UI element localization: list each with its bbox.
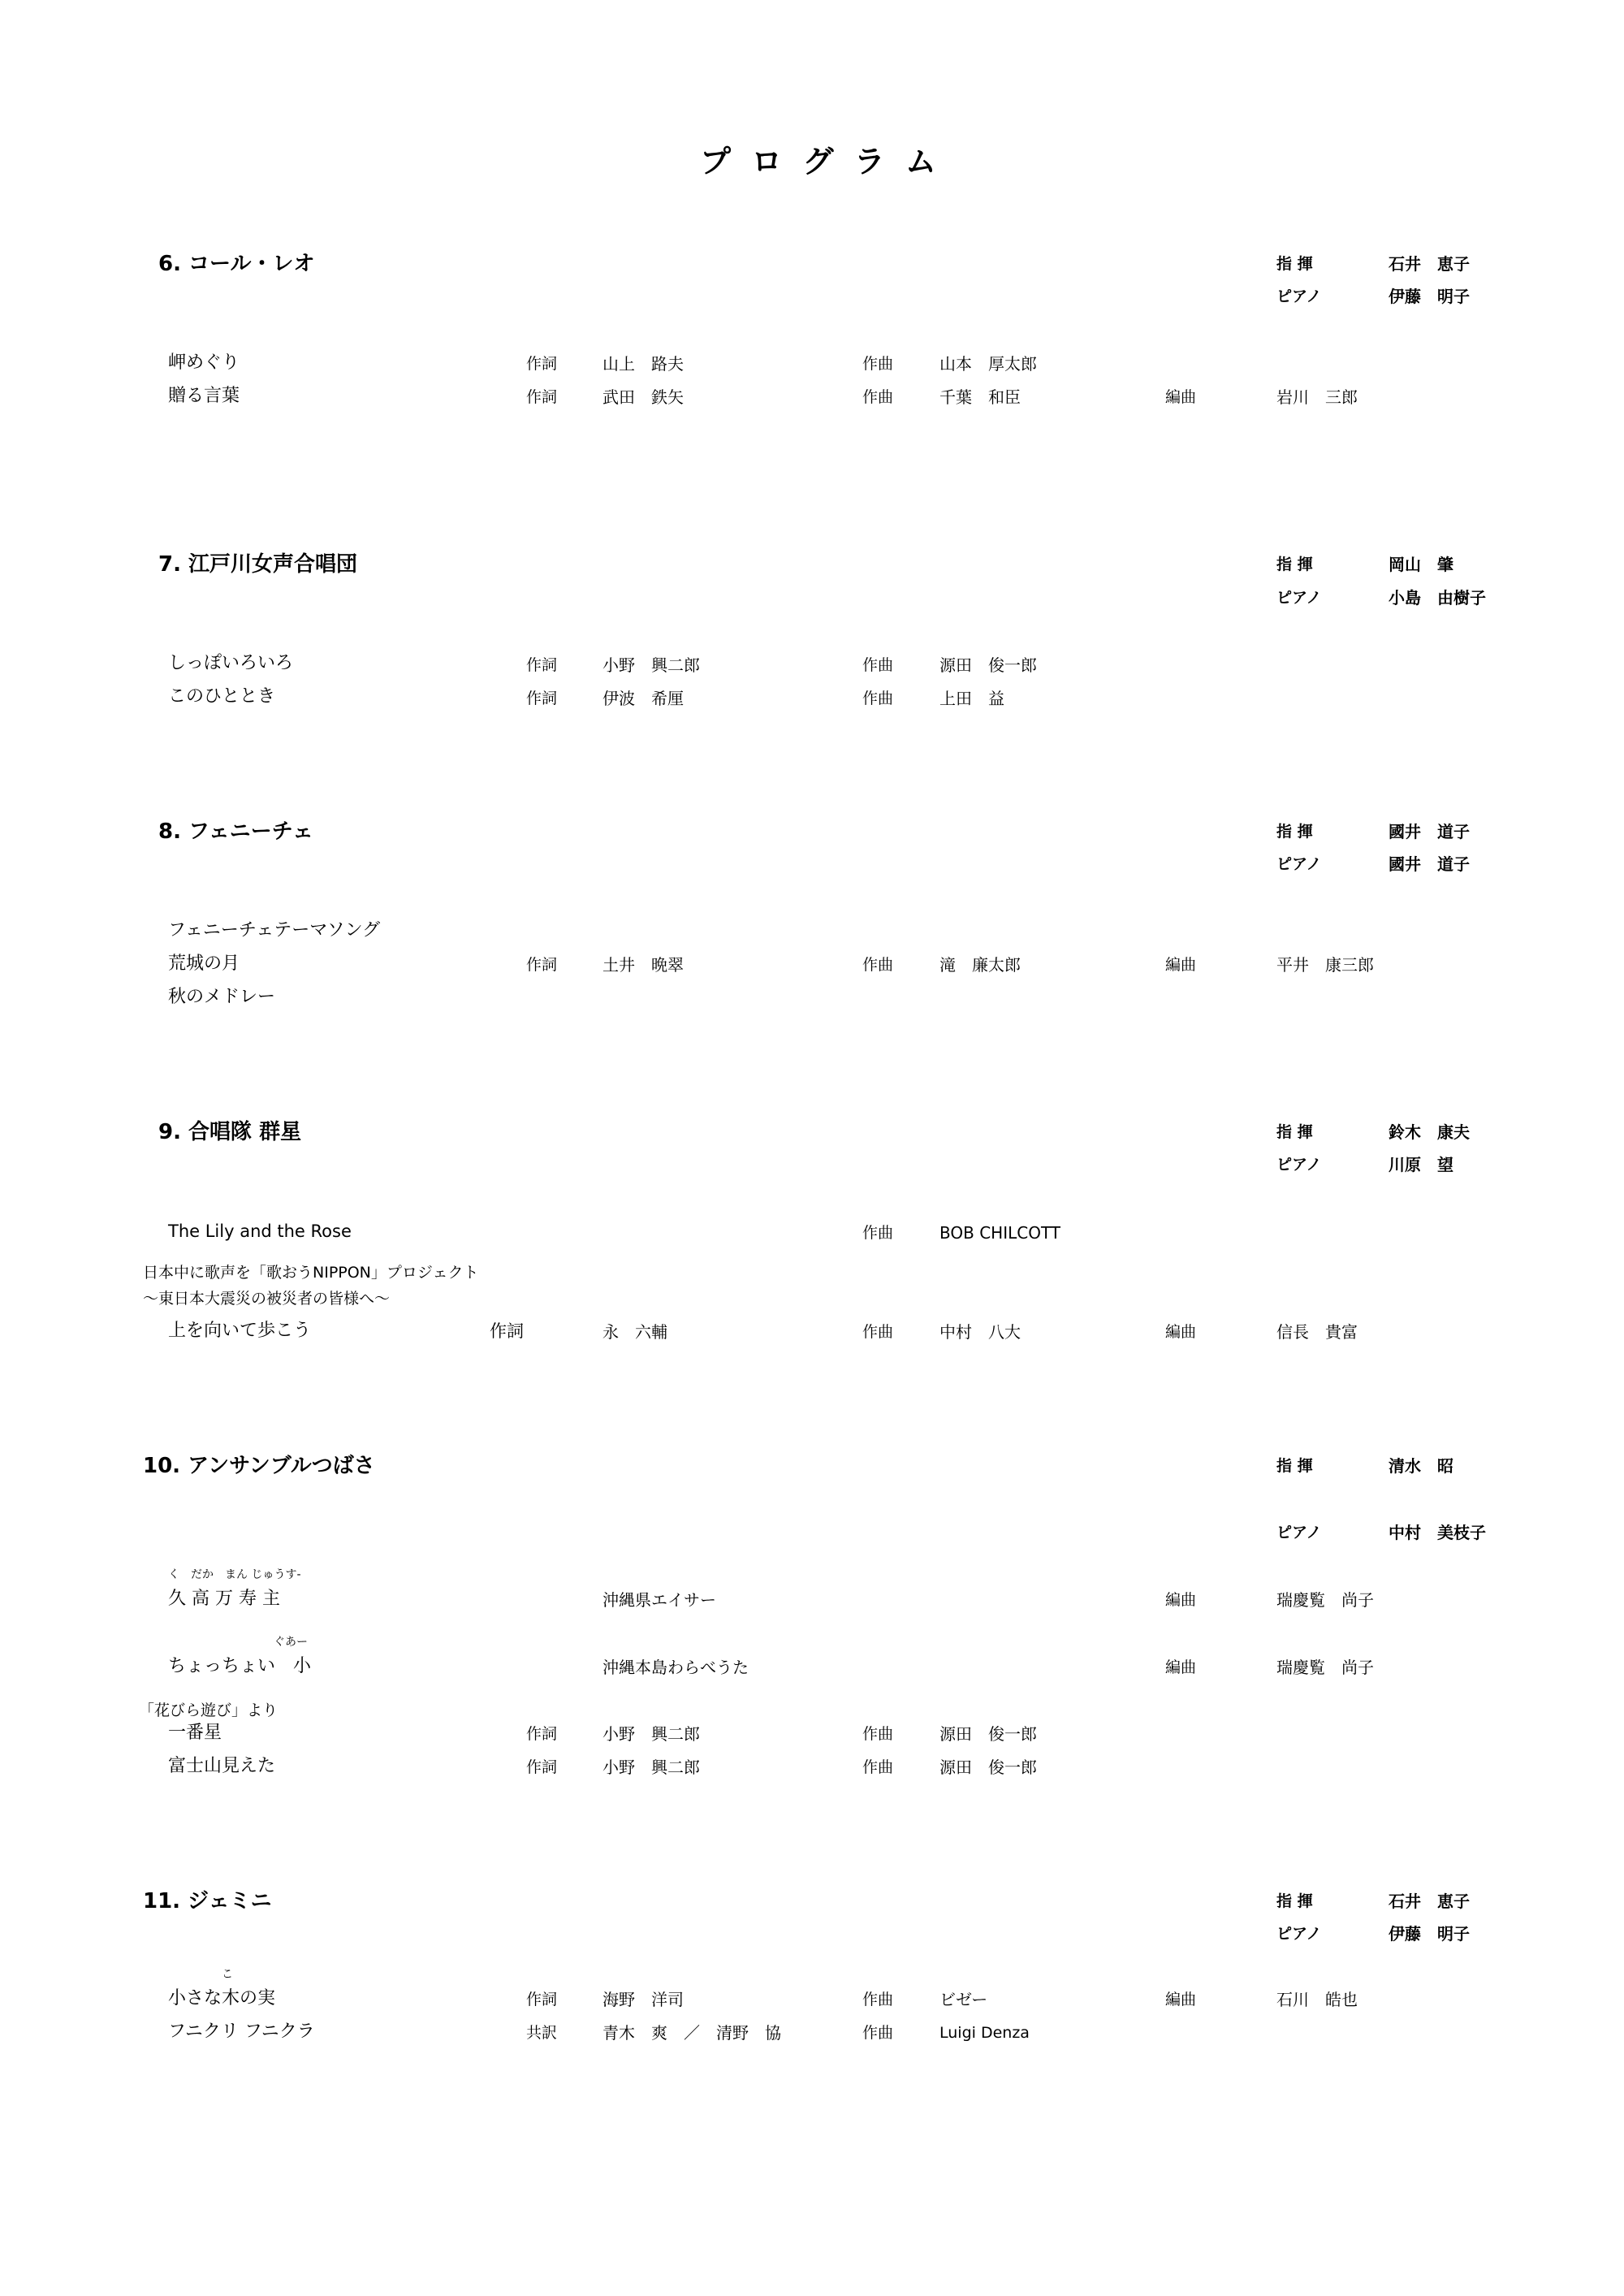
piano-label: ピアノ: [1276, 1156, 1322, 1174]
composer-label: 作曲: [862, 1224, 894, 1242]
choir-heading: 6. コール・レオ: [158, 252, 315, 276]
conductor-name: 岡山 肇: [1389, 555, 1453, 574]
composer-label: 作曲: [862, 388, 894, 406]
pianist-name: 小島 由樹子: [1389, 588, 1486, 608]
composer-name: BOB CHILCOTT: [939, 1223, 1061, 1243]
page-title: プ ロ グ ラ ム: [700, 144, 941, 179]
piano-label: ピアノ: [1276, 855, 1322, 873]
pianist-name: 川原 望: [1389, 1155, 1453, 1174]
piano-label: ピアノ: [1276, 1524, 1322, 1541]
song-title: 贈る言葉: [168, 386, 240, 406]
arranger-name: 平井 康三郎: [1276, 955, 1374, 975]
composer-name: 源田 俊一郎: [939, 1724, 1037, 1744]
lyricist-label: 作詞: [526, 388, 558, 406]
project-subnote: ～東日本大震災の被災者の皆様へ～: [143, 1290, 391, 1308]
conductor-label: 指 揮: [1276, 556, 1313, 573]
song-source: 沖縄本島わらべうた: [603, 1658, 749, 1677]
arranger-name: 瑞慶覧 尚子: [1276, 1590, 1374, 1610]
composer-label: 作曲: [862, 956, 894, 974]
pianist-name: 伊藤 明子: [1389, 287, 1470, 306]
song-ruby: ぐあー: [274, 1636, 308, 1649]
composer-label: 作曲: [862, 1323, 894, 1341]
arranger-name: 瑞慶覧 尚子: [1276, 1658, 1374, 1677]
song-title: 久 高 万 寿 主: [168, 1589, 280, 1609]
lyricist-label: 作詞: [490, 1321, 524, 1341]
composer-label: 作曲: [862, 2024, 894, 2042]
song-title: The Lily and the Rose: [168, 1222, 352, 1241]
song-title: ちょっちょい 小: [168, 1656, 312, 1676]
composer-label: 作曲: [862, 656, 894, 674]
lyricist-name: 永 六輔: [603, 1322, 667, 1342]
choir-heading: 10. アンサンブルつばさ: [143, 1454, 375, 1478]
conductor-name: 國井 道子: [1389, 822, 1470, 841]
lyricist-name: 海野 洋司: [603, 1990, 684, 2009]
choir-heading: 8. フェニーチェ: [158, 819, 313, 844]
pianist-name: 中村 美枝子: [1389, 1523, 1486, 1542]
arranger-label: 編曲: [1165, 1991, 1197, 2008]
lyricist-label: 作詞: [526, 690, 558, 707]
pianist-name: 伊藤 明子: [1389, 1924, 1470, 1944]
song-title: フニクリ フニクラ: [168, 2021, 315, 2042]
composer-label: 作曲: [862, 1725, 894, 1743]
lyricist-label: 作詞: [526, 1991, 558, 2008]
lyricist-name: 武田 鉄矢: [603, 387, 684, 407]
arranger-name: 信長 貴富: [1276, 1322, 1358, 1342]
composer-name: 滝 廉太郎: [939, 955, 1021, 975]
arranger-label: 編曲: [1165, 1323, 1197, 1341]
project-note: 日本中に歌声を「歌おうNIPPON」プロジェクト: [143, 1264, 479, 1282]
song-title: このひととき: [168, 686, 276, 707]
conductor-label: 指 揮: [1276, 1892, 1313, 1910]
conductor-name: 清水 昭: [1389, 1456, 1453, 1476]
conductor-name: 石井 恵子: [1389, 1892, 1470, 1911]
choir-heading: 9. 合唱隊 群星: [158, 1120, 302, 1144]
composer-name: 中村 八大: [939, 1322, 1021, 1342]
song-title: しっぽいろいろ: [168, 653, 294, 673]
composer-name: 源田 俊一郎: [939, 655, 1037, 675]
arranger-label: 編曲: [1165, 388, 1197, 406]
piano-label: ピアノ: [1276, 1925, 1322, 1943]
lyricist-name: 伊波 希厘: [603, 689, 684, 708]
conductor-label: 指 揮: [1276, 255, 1313, 273]
conductor-label: 指 揮: [1276, 1457, 1313, 1475]
piano-label: ピアノ: [1276, 589, 1322, 607]
lyricist-name: 土井 晩翠: [603, 955, 684, 975]
lyricist-label: 作詞: [526, 656, 558, 674]
conductor-name: 鈴木 康夫: [1389, 1122, 1470, 1142]
song-title: 富士山見えた: [168, 1756, 276, 1776]
choir-heading: 7. 江戸川女声合唱団: [158, 552, 358, 577]
song-ruby: こ: [222, 1968, 233, 1981]
conductor-label: 指 揮: [1276, 823, 1313, 841]
arranger-label: 編曲: [1165, 1591, 1197, 1609]
arranger-label: 編曲: [1165, 956, 1197, 974]
lyricist-label: 作詞: [526, 355, 558, 373]
composer-name: 上田 益: [939, 689, 1004, 708]
conductor-name: 石井 恵子: [1389, 254, 1470, 274]
pianist-name: 國井 道子: [1389, 854, 1470, 874]
song-title: 荒城の月: [168, 953, 240, 974]
composer-name: ビゼー: [939, 1990, 988, 2009]
arranger-name: 岩川 三郎: [1276, 387, 1358, 407]
conductor-label: 指 揮: [1276, 1123, 1313, 1141]
song-source: 沖縄県エイサー: [603, 1590, 716, 1610]
composer-label: 作曲: [862, 690, 894, 707]
composer-label: 作曲: [862, 1758, 894, 1776]
arranger-name: 石川 皓也: [1276, 1990, 1358, 2009]
song-title: 一番星: [168, 1723, 222, 1743]
lyricist-label: 作詞: [526, 1725, 558, 1743]
piano-label: ピアノ: [1276, 288, 1322, 305]
composer-label: 作曲: [862, 355, 894, 373]
song-title: 小さな木の実: [168, 1988, 276, 2008]
composer-name: 源田 俊一郎: [939, 1758, 1037, 1777]
lyricist-name: 小野 興二郎: [603, 1724, 700, 1744]
song-ruby: く だか まん じゅうす-: [168, 1568, 301, 1581]
song-title: 岬めぐり: [168, 352, 240, 373]
composer-name: Luigi Denza: [939, 2024, 1030, 2042]
lyricist-label: 作詞: [526, 1758, 558, 1776]
composer-label: 作曲: [862, 1991, 894, 2008]
song-title: フェニーチェテーマソング: [168, 920, 381, 940]
arranger-label: 編曲: [1165, 1658, 1197, 1676]
cotranslation-label: 共訳: [526, 2024, 558, 2042]
composer-name: 千葉 和臣: [939, 387, 1021, 407]
composer-name: 山本 厚太郎: [939, 354, 1037, 374]
song-title: 上を向いて歩こう: [168, 1321, 312, 1341]
lyricist-name: 小野 興二郎: [603, 655, 700, 675]
lyricist-name: 小野 興二郎: [603, 1758, 700, 1777]
song-title: 秋のメドレー: [168, 987, 276, 1007]
lyricist-name: 青木 爽 ／ 清野 協: [603, 2023, 781, 2043]
choir-heading: 11. ジェミニ: [143, 1889, 272, 1913]
lyricist-label: 作詞: [526, 956, 558, 974]
suite-note: 「花びら遊び」より: [139, 1701, 279, 1719]
lyricist-name: 山上 路夫: [603, 354, 684, 374]
